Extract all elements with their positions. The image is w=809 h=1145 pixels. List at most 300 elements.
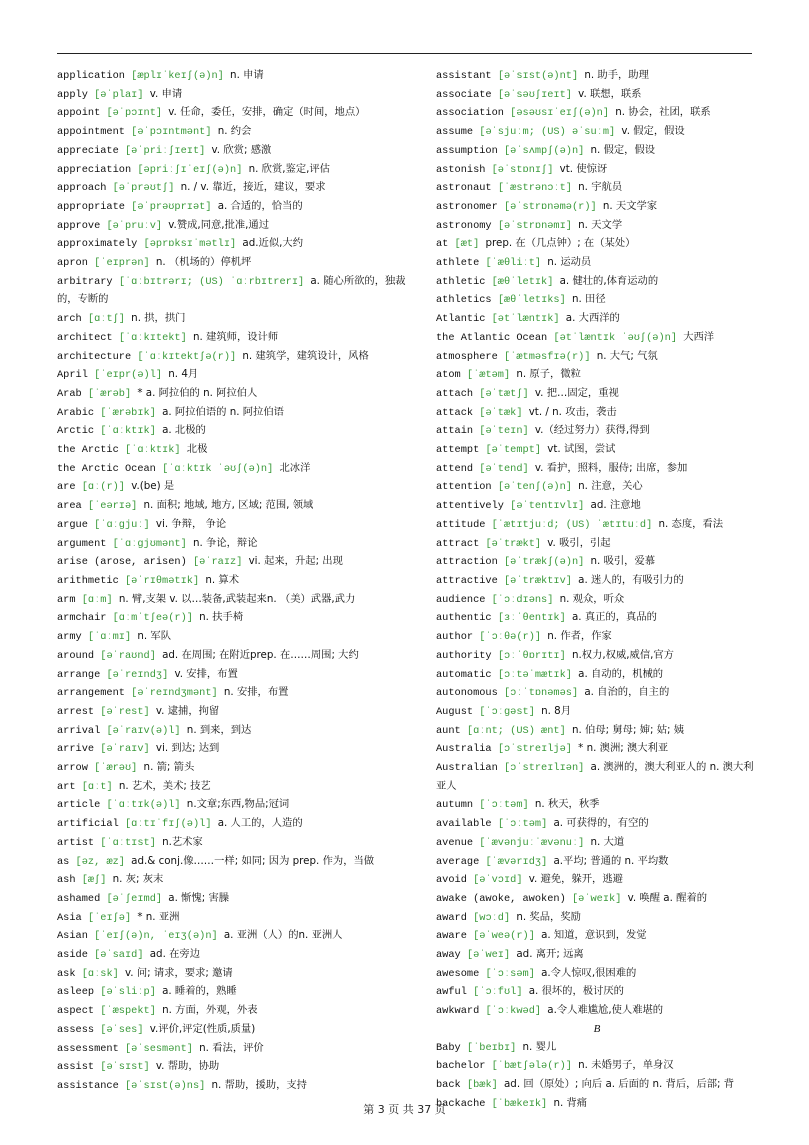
vocab-phonetic: [ɑːt] [81,780,113,793]
vocab-word: away [436,949,461,962]
vocab-entry [436,179,758,198]
vocab-definition: ad.近似,大约 [242,237,303,250]
vocab-word: astonish [436,163,486,176]
vocab-phonetic: [æθˈletɪks] [497,294,566,307]
vocab-definition: v.赞成,同意,批准,通过 [168,218,270,231]
vocab-entry [436,535,758,554]
vocab-phonetic: [ɑːm] [81,593,113,606]
vocab-definition: n. 建筑师，设计师 [192,330,279,343]
vocab-definition: n. 运动员 [547,256,592,269]
vocab-entry [57,722,419,741]
vocab-definition: 北极 [186,443,208,456]
vocab-word: artificial [57,818,119,831]
vocab-entry [436,86,758,105]
vocab-entry [436,871,758,890]
vocab-phonetic: [əˈprəʊprɪət] [131,200,212,213]
vocab-word: bachelor [436,1060,486,1073]
vocab-phonetic: [əˈpriːʃɪeɪt] [124,144,206,157]
vocab-definition: n. 4月 [168,368,199,381]
vocab-entry [436,853,758,872]
vocab-entry [436,572,758,591]
vocab-word: the Arctic Ocean [57,462,156,475]
vocab-phonetic: [əˈtentɪvlɪ] [510,500,585,513]
vocab-phonetic: [əˈraʊnd] [100,649,156,662]
vocab-entry [436,703,758,722]
vocab-entry [436,609,758,628]
vocab-entry [436,591,758,610]
vocab-entry [436,348,758,367]
vocab-word: athletic [436,275,486,288]
vocab-definition: ad. 回（原处）; 向后 a. 后面的 n. 背后，后部; 背 [504,1077,735,1090]
vocab-phonetic: [əˈtætʃ] [479,387,529,400]
vocab-word: arrest [57,705,95,718]
vocab-word: appreciation [57,163,132,176]
vocab-entry [57,703,419,722]
vocab-definition: vt. / n. 攻击，袭击 [528,405,617,418]
vocab-word: arrange [57,668,101,681]
vocab-word: April [57,369,88,382]
vocab-word: asleep [57,986,95,999]
vocab-definition: n.文章;东西,物品;冠词 [186,798,290,811]
vocab-phonetic: [ˈævənjuːˈævənuː] [479,836,585,849]
vocab-entry [436,740,758,759]
vocab-word: aside [57,949,88,962]
vocab-word: aunt [436,724,461,737]
vocab-entry [57,1021,419,1040]
vocab-word: attractive [436,574,498,587]
vocab-word: arrow [57,762,88,775]
vocab-definition: v. 问; 请求，要求; 邀请 [125,966,233,979]
vocab-phonetic: [ˈɑːtɪk(ə)l] [106,799,181,812]
vocab-definition: a.令人难尴尬,使人难堪的 [547,1004,664,1017]
vocab-phonetic: [ˈɑːkɪtektʃə(r)] [137,350,237,363]
vocab-definition: a. 很坏的，极讨厌的 [528,985,624,998]
vocab-phonetic: [əˈsjuːm; (US) əˈsuːm] [479,126,616,139]
vocab-entry [57,366,419,385]
vocab-definition: * n. 亚洲 [137,910,180,923]
vocab-entry [57,329,419,348]
vocab-entry [57,516,419,535]
vocab-word: approximately [57,238,138,251]
vocab-phonetic: [ɔˈstreɪlɪən] [503,762,585,775]
vocab-word: Arab [57,387,82,400]
vocab-phonetic: [bæk] [466,1078,498,1091]
vocab-definition: n. 宇航员 [578,181,623,194]
vocab-entry [57,572,419,591]
vocab-definition: * n. 澳洲; 澳大利亚 [578,742,669,755]
vocab-entry [57,179,419,198]
vocab-definition: v.（经过努力）获得,得到 [534,424,650,437]
vocab-entry [436,684,758,703]
vocab-definition: a. 人工的，人造的 [217,817,303,830]
vocab-phonetic: [æplɪˈkeɪʃ(ə)n] [131,70,224,82]
vocab-definition: n.艺术家 [162,835,203,848]
vocab-word: arm [57,593,76,606]
vocab-phonetic: [ˈeɪpr(ə)l] [94,369,163,382]
vocab-entry [57,834,419,853]
vocab-definition: n. 争论，辩论 [192,536,258,549]
vocab-word: ashamed [57,892,101,905]
vocab-phonetic: [əˈsesmənt] [124,1042,193,1055]
vocab-word: assessment [57,1042,119,1055]
vocab-entry [436,516,758,535]
vocab-definition: n. 原子，微粒 [516,368,581,381]
vocab-entry [57,310,419,329]
vocab-entry [57,67,419,86]
vocab-word: assumption [436,144,498,157]
vocab-phonetic: [əˈstɒnɪʃ] [491,163,554,176]
vocab-definition: vt. 试图，尝试 [547,443,616,456]
vocab-phonetic: [əˈtæk] [479,406,523,419]
vocab-phonetic: [əˈprəʊtʃ] [112,182,175,195]
vocab-entry [57,422,419,441]
vocab-definition: n. 拱，拱门 [131,312,186,325]
vocab-definition: vt. 使惊讶 [559,162,608,175]
vocab-entry [436,553,758,572]
vocab-phonetic: [əˈrɪθmətɪk] [124,574,200,587]
vocab-definition: n. / v. 靠近，接近，建议，要求 [180,181,326,194]
vocab-entry [57,778,419,797]
vocab-definition: n. 建筑学，建筑设计，风格 [242,349,369,362]
vocab-phonetic: [ɑːtʃ] [87,313,125,326]
vocab-definition: n. 扶手椅 [199,611,244,624]
vocab-phonetic: [əˈʃeɪmd] [106,892,163,905]
vocab-entry [57,273,419,310]
vocab-phonetic: [ˈbætʃələ(r)] [491,1060,572,1073]
vocab-word: attack [436,406,474,419]
vocab-entry [436,497,758,516]
vocab-phonetic: [əˈraɪz] [192,556,243,569]
vocab-entry [436,909,758,928]
vocab-word: awful [436,986,467,999]
vocab-definition: ad. 离开; 远离 [516,948,584,961]
vocab-word: aspect [57,1005,95,1018]
right-column [436,67,758,1113]
vocab-word: attract [436,537,480,550]
vocab-word: arrival [57,724,101,737]
vocab-entry [57,647,419,666]
vocab-definition: a. 亚洲（人）的n. 亚洲人 [223,929,343,942]
vocab-entry [436,310,758,329]
vocab-word: armchair [57,612,107,625]
vocab-entry [436,104,758,123]
vocab-definition: v. 安排，布置 [174,667,238,680]
vocab-entry [436,1002,758,1021]
vocab-entry [57,254,419,273]
vocab-definition: n. 约会 [217,125,252,138]
vocab-phonetic: [əˈreɪndʒmənt] [131,687,218,700]
vocab-word: Australian [436,762,498,775]
vocab-definition: ad. 注意地 [590,499,641,512]
vocab-definition: ad.& conj.像……一样; 如同; 因为 prep. 作为，当做 [131,854,375,867]
vocab-word: the Atlantic Ocean [436,331,548,344]
vocab-definition: n. 天文学家 [602,199,658,212]
vocab-phonetic: [əˈtræktɪv] [503,574,572,587]
vocab-definition: a. 可获得的，有空的 [553,817,649,830]
vocab-definition: v. 唤醒 a. 醒着的 [627,891,708,904]
vocab-phonetic: [ˈɑːtɪst] [100,836,156,849]
vocab-phonetic: [əˈsɪst] [100,1061,150,1074]
vocab-definition: prep. 在（几点钟）; 在（某处） [485,237,636,250]
vocab-phonetic: [ˈætməsfɪə(r)] [503,350,591,363]
vocab-definition: n. 大道 [590,835,625,848]
vocab-phonetic: [əˈtend] [479,462,529,475]
vocab-definition: v. 把…固定，重视 [534,386,619,399]
vocab-word: athletics [436,294,492,307]
vocab-entry [57,460,419,479]
vocab-definition: n. 态度，看法 [658,517,724,530]
vocab-entry [436,422,758,441]
vocab-word: August [436,705,474,718]
vocab-word: apron [57,257,88,270]
vocab-word: arithmetic [57,574,119,587]
vocab-entry [57,235,419,254]
vocab-definition: a. 自治的，自主的 [584,686,670,699]
vocab-phonetic: [ˈɑːgjʊmənt] [112,537,187,550]
vocab-entry [436,161,758,180]
vocab-phonetic: [əˈpɔɪnt] [106,107,163,120]
vocab-definition: vi. 争辩， 争论 [155,517,227,530]
vocab-definition: n. 面积; 地域, 地方, 区域; 范围, 领域 [143,499,314,512]
vocab-definition: v. 申请 [149,87,183,100]
vocab-entry [436,366,758,385]
vocab-word: architect [57,331,113,344]
vocab-entry [57,404,419,423]
vocab-word: avoid [436,874,467,887]
vocab-definition: 大西洋 [683,330,715,343]
vocab-entry [436,815,758,834]
vocab-entry [57,142,419,161]
vocab-word: arrive [57,743,95,756]
vocab-entry [57,104,419,123]
vocab-entry [436,834,758,853]
vocab-entry [57,161,419,180]
vocab-entry [57,553,419,572]
vocab-word: awake (awoke, awoken) [436,892,566,905]
vocab-definition: a.令人惊叹,很困难的 [541,966,637,979]
vocab-phonetic: [əˈtrækʃ(ə)n] [503,556,585,569]
vocab-definition: n. 箭; 箭头 [143,761,195,774]
vocab-entry [57,1040,419,1059]
vocab-entry [436,329,758,348]
vocab-entry [436,67,758,86]
vocab-definition: n. 注意，关心 [578,480,643,493]
vocab-phonetic: [ɑː(r)] [81,481,125,494]
vocab-entry [436,404,758,423]
vocab-word: around [57,649,95,662]
vocab-word: Asia [57,911,82,924]
vocab-phonetic: [ˈɑːgjuː] [94,518,150,531]
vocab-definition: a. 自动的，机械的 [578,667,664,680]
vocab-word: attitude [436,518,486,531]
vocab-word: area [57,500,82,513]
vocab-word: architecture [57,350,132,363]
vocab-definition: n. 8月 [541,704,571,717]
vocab-entry [436,927,758,946]
vocab-word: approve [57,219,101,232]
vocab-phonetic: [wɔːd] [473,911,511,924]
vocab-entry [57,909,419,928]
vocab-entry [57,348,419,367]
vocab-word: appointment [57,126,125,139]
vocab-entry [436,946,758,965]
vocab-definition: ad. 在旁边 [149,948,201,961]
vocab-phonetic: [əz, æz] [75,855,125,868]
vocab-phonetic: [əˈraɪv(ə)l] [106,724,181,737]
vocab-phonetic: [əˈsəʊʃɪeɪt] [497,88,572,101]
vocab-word: Australia [436,743,492,756]
vocab-word: athlete [436,257,480,270]
vocab-definition: n. 方面，外观，外表 [162,1004,258,1017]
vocab-word: back [436,1078,461,1091]
vocab-word: attach [436,387,474,400]
vocab-phonetic: [ˈæstrənɔːt] [497,182,572,195]
vocab-word: Arabic [57,406,95,419]
vocab-word: assess [57,1023,95,1036]
vocab-phonetic: [ˈɔːfʊl] [473,986,523,999]
vocab-entry [57,217,419,236]
vocab-definition: v. 帮助，协助 [155,1060,220,1073]
vocab-word: awesome [436,967,480,980]
vocab-entry [57,871,419,890]
vocab-phonetic: [ˈɑːktɪk] [100,425,156,438]
vocab-phonetic: [ˈeɪʃ(ə)n, ˈeɪʒ(ə)n] [94,930,218,943]
vocab-word: author [436,631,474,644]
section-heading: B [593,1022,601,1035]
vocab-definition: a. 迷人的，有吸引力的 [578,573,684,586]
vocab-definition: a. 真正的，真品的 [571,611,657,624]
page-footer: 第 3 页 共 37 页 [363,1103,446,1116]
vocab-phonetic: [ˈɔːgəst] [479,705,535,718]
vocab-definition: n. 秋天，秋季 [534,798,600,811]
vocab-entry [436,722,758,741]
vocab-phonetic: [ɔːˈθɒrɪtɪ] [497,649,566,662]
vocab-definition: n. 灰; 灰末 [112,873,164,886]
vocab-word: artist [57,836,95,849]
vocab-definition: n.权力,权威,威信,官方 [571,648,674,661]
vocab-phonetic: [əˈteɪn] [479,425,529,438]
vocab-entry [57,1002,419,1021]
vocab-phonetic: [ˈɑːbɪtrərɪ; (US) ˈɑːrbɪtrerɪ] [118,275,305,288]
vocab-definition: v.评价,评定(性质,质量) [149,1022,256,1035]
vocab-definition: n. 伯母; 舅母; 婶; 姑; 姨 [571,723,685,736]
vocab-phonetic: [əˈweɪk] [571,892,622,905]
vocab-definition: a. 知道，意识到，发觉 [541,929,647,942]
vocab-entry [57,927,419,946]
vocab-phonetic: [əˈsaɪd] [94,949,144,962]
vocab-word: avenue [436,836,474,849]
vocab-phonetic: [əˈstrɒnəmɪ] [497,219,572,232]
vocab-word: attraction [436,556,498,569]
header-rule [57,53,752,54]
vocab-phonetic: [əˈtenʃ(ə)n] [497,481,572,494]
vocab-phonetic: [ˈɔːkwəd] [485,1005,542,1018]
vocab-entry [57,1077,419,1096]
vocab-phonetic: [æʃ] [81,874,107,887]
vocab-definition: n. 艺术，美术; 技艺 [118,779,211,792]
vocab-word: arch [57,313,82,326]
vocab-definition: 北冰洋 [279,461,311,474]
vocab-word: ash [57,874,76,887]
vocab-word: at [436,238,449,251]
vocab-word: the Arctic [57,444,119,457]
vocab-entry [436,254,758,273]
vocab-definition: v. 联想，联系 [578,87,642,100]
vocab-phonetic: [ˈærəbɪk] [100,406,156,419]
vocab-entry [436,142,758,161]
vocab-phonetic: [əˈreɪndʒ] [106,668,169,681]
vocab-word: aware [436,930,467,943]
vocab-phonetic: [əˈpruːv] [106,219,163,232]
vocab-phonetic: [ˈbækeɪk] [491,1097,548,1110]
vocab-word: are [57,481,76,494]
vocab-entry [57,591,419,610]
vocab-word: attain [436,425,474,438]
vocab-entry [436,628,758,647]
vocab-word: application [57,70,125,82]
vocab-entry [57,815,419,834]
vocab-phonetic: [ɔːˈtɒnəməs] [503,687,579,700]
vocab-entry [57,853,419,872]
vocab-definition: v. 任命，委任，安排，确定（时间，地点） [168,106,366,119]
vocab-phonetic: [əsəʊsɪˈeɪʃ(ə)n] [510,107,610,120]
vocab-phonetic: [əˈplaɪ] [94,88,144,101]
vocab-phonetic: [əˈsɪst(ə)ns] [124,1079,206,1092]
vocab-phonetic: [əˈstrɒnəmə(r)] [503,200,597,213]
vocab-word: associate [436,88,492,101]
vocab-phonetic: [ɔˈstreɪljə] [497,743,572,756]
vocab-word: argue [57,518,88,531]
vocab-phonetic: [ˈɑːkɪtekt] [118,331,187,344]
vocab-definition: v. 避免，躲开，逃避 [528,873,623,886]
vocab-phonetic: [əˈtempt] [485,444,542,457]
vocab-entry [57,983,419,1002]
vocab-word: art [57,780,76,793]
vocab-word: atmosphere [436,350,498,363]
vocab-definition: n. 天文学 [578,218,623,231]
vocab-entry [57,628,419,647]
vocab-definition: ad. 在周围; 在附近prep. 在……周围; 大约 [162,648,359,661]
vocab-entry [436,385,758,404]
vocab-phonetic: [ɑːnt; (US) ænt] [466,724,566,737]
vocab-word: attend [436,462,474,475]
vocab-phonetic: [ˈɔːtəm] [497,818,548,831]
vocab-phonetic: [ˈɑːktɪk] [124,444,181,457]
vocab-definition: n. 申请 [230,69,264,81]
vocab-word: audience [436,593,486,606]
vocab-entry [436,217,758,236]
vocab-entry [436,1057,758,1076]
vocab-entry [436,759,758,796]
vocab-word: authentic [436,612,492,625]
vocab-definition: a.平均; 普通的 n. 平均数 [553,854,669,867]
vocab-definition: n. 吸引，爱慕 [590,555,656,568]
vocab-word: army [57,631,82,644]
vocab-definition: n. 到来，到达 [186,723,252,736]
vocab-definition: v. 吸引，引起 [547,536,611,549]
vocab-phonetic: [ˈɑːmɪ] [87,631,132,644]
vocab-phonetic: [ˈæspekt] [100,1005,156,1018]
vocab-definition: a. 阿拉伯语的 n. 阿拉伯语 [162,405,284,418]
vocab-phonetic: [ətˈlæntɪk ˈəʊʃ(ə)n] [553,331,678,344]
vocab-definition: n. 帮助，援助，支持 [211,1078,307,1091]
vocab-entry [57,684,419,703]
vocab-word: association [436,107,504,120]
vocab-definition: n. （机场的）停机坪 [155,256,252,269]
vocab-definition: * a. 阿拉伯的 n. 阿拉伯人 [137,386,258,399]
vocab-definition: n. 观众，听众 [559,592,625,605]
vocab-definition: v. 欣赏; 感激 [211,143,272,156]
